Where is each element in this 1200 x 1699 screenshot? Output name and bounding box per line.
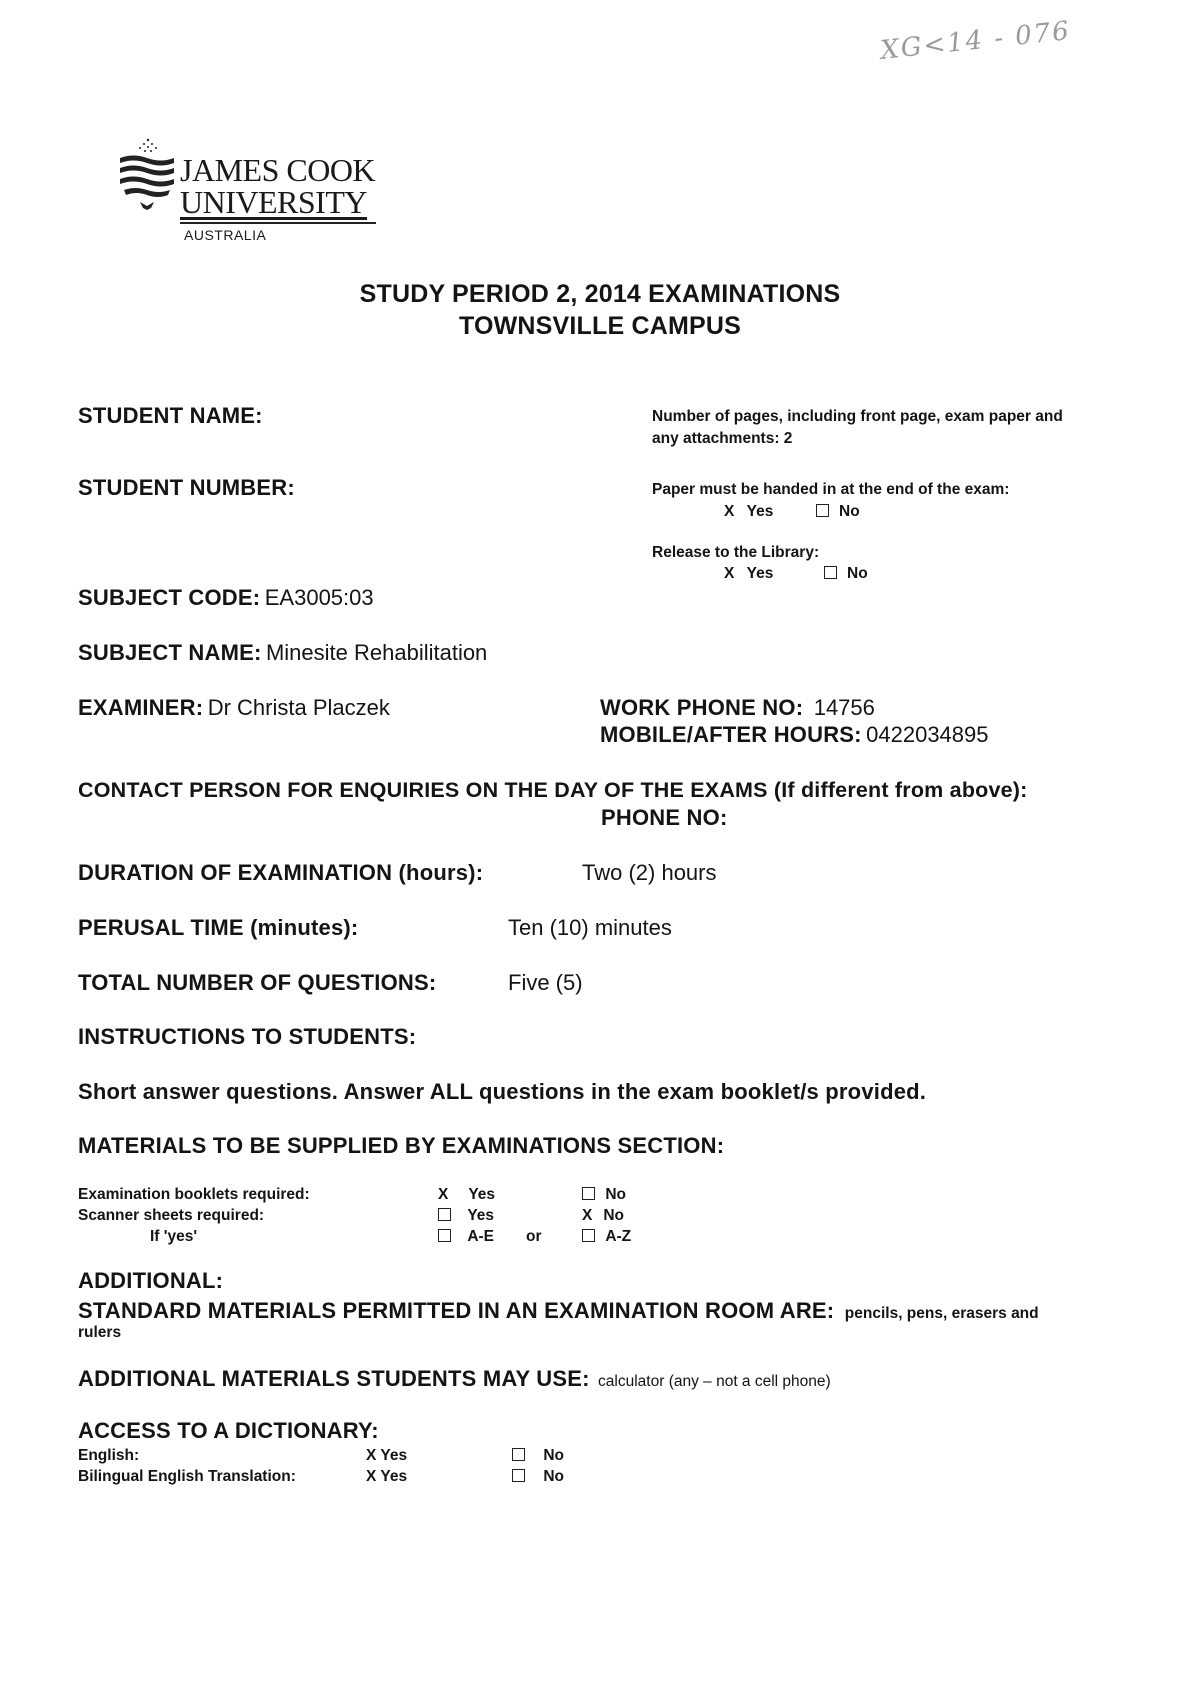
jcu-logo [118, 136, 398, 246]
checkbox-icon [438, 1229, 451, 1242]
students-materials-value: calculator (any – not a cell phone) [598, 1373, 831, 1390]
dictionary-row-no [512, 1447, 564, 1465]
mobile-value: 0422034895 [866, 722, 989, 747]
pages-note-line-1: Number of pages, including front page, exam paper and [652, 408, 1063, 425]
work-phone-row [600, 695, 875, 721]
questions-value: Five (5) [508, 970, 583, 995]
library-label: Release to the Library: [652, 544, 820, 561]
dictionary-row-label: Bilingual English Translation: [78, 1468, 296, 1485]
materials-row-opt2 [582, 1207, 624, 1225]
checkbox-icon [438, 1208, 451, 1221]
logo-rule [180, 222, 376, 224]
subject-name-label: SUBJECT NAME: [78, 640, 262, 665]
library-options [724, 565, 868, 583]
library-no: No [847, 565, 868, 582]
standard-materials-row [78, 1298, 1039, 1324]
examiner-row [78, 695, 390, 721]
materials-row-opt1 [438, 1207, 494, 1225]
materials-row-label: Examination booklets required: [78, 1186, 310, 1203]
logo-line-1: JAMES COOK [180, 152, 376, 188]
duration-value: Two (2) hours [582, 860, 717, 885]
dictionary-label: ACCESS TO A DICTIONARY: [78, 1418, 379, 1443]
materials-row-label: Scanner sheets required: [78, 1207, 265, 1224]
instructions-text: Short answer questions. Answer ALL questions in the exam booklet/s provided. [78, 1079, 927, 1104]
handed-in-yes: Yes [746, 503, 774, 520]
logo-country: AUSTRALIA [184, 227, 267, 243]
checkbox-icon [582, 1229, 595, 1242]
materials-row-opt2-label: No [605, 1186, 626, 1203]
dictionary-row-label: English: [78, 1447, 140, 1464]
dictionary-row-no-label: No [543, 1447, 564, 1464]
additional-label: ADDITIONAL: [78, 1268, 224, 1293]
checkbox-icon [512, 1469, 525, 1482]
page-title-line-1: STUDY PERIOD 2, 2014 EXAMINATIONS [359, 280, 841, 308]
logo-wordmark [180, 154, 375, 218]
materials-row-mid: or [526, 1228, 542, 1245]
duration-label: DURATION OF EXAMINATION (hours): [78, 860, 484, 885]
standard-materials-value: pencils, pens, erasers and [844, 1305, 1039, 1322]
students-materials-row [78, 1366, 831, 1392]
student-name-label: STUDENT NAME: [78, 403, 263, 428]
handed-in-yes-mark: X [724, 503, 735, 520]
questions-label: TOTAL NUMBER OF QUESTIONS: [78, 970, 437, 995]
checkbox-icon [512, 1448, 525, 1461]
materials-row-opt1-label: Yes [468, 1186, 496, 1203]
dictionary-row-yes: X Yes [366, 1447, 408, 1464]
materials-row-label: If 'yes' [150, 1228, 198, 1245]
materials-row-mark1: X [438, 1186, 449, 1203]
jcu-emblem-icon [118, 136, 176, 222]
perusal-label: PERUSAL TIME (minutes): [78, 915, 359, 940]
materials-row-opt2 [582, 1228, 631, 1246]
mobile-row [600, 722, 989, 748]
logo-line-2: UNIVERSITY [180, 184, 367, 220]
perusal-value: Ten (10) minutes [508, 915, 672, 940]
dictionary-row-yes: X Yes [366, 1468, 408, 1485]
materials-row-opt1 [438, 1186, 495, 1204]
page-title-line-2: TOWNSVILLE CAMPUS [458, 312, 742, 340]
materials-row-mark2: X [582, 1207, 593, 1224]
instructions-label: INSTRUCTIONS TO STUDENTS: [78, 1024, 417, 1049]
work-phone-value: 14756 [813, 695, 875, 720]
library-yes: Yes [746, 565, 774, 582]
subject-code-value: EA3005:03 [264, 585, 374, 610]
examiner-label: EXAMINER: [78, 695, 204, 720]
subject-code-row [78, 585, 374, 611]
examiner-value: Dr Christa Placzek [207, 695, 390, 720]
subject-name-row [78, 640, 487, 666]
pages-note-line-2: any attachments: 2 [652, 430, 793, 447]
materials-row-opt2-label: A-Z [605, 1228, 632, 1245]
handwritten-annotation: XG<14 - 076 [878, 16, 1073, 66]
students-materials-label: ADDITIONAL MATERIALS STUDENTS MAY USE: [78, 1366, 590, 1391]
materials-row-opt1 [438, 1228, 494, 1246]
contact-label: CONTACT PERSON FOR ENQUIRIES ON THE DAY OF THE EXAMS (If different from above): [78, 778, 1028, 802]
dictionary-row-no-label: No [543, 1468, 564, 1485]
materials-row-opt1-label: Yes [467, 1207, 495, 1224]
contact-phone-label: PHONE NO: [601, 805, 728, 830]
library-yes-mark: X [724, 565, 735, 582]
materials-row-opt2 [582, 1186, 626, 1204]
checkbox-icon [816, 504, 829, 517]
handed-in-options [724, 503, 860, 521]
student-number-label: STUDENT NUMBER: [78, 475, 295, 500]
checkbox-icon [582, 1187, 595, 1200]
standard-materials-label: STANDARD MATERIALS PERMITTED IN AN EXAMINATION ROOM ARE: [78, 1298, 835, 1323]
dictionary-row-no [512, 1468, 564, 1486]
handed-in-no: No [839, 503, 860, 520]
checkbox-icon [824, 566, 837, 579]
subject-name-value: Minesite Rehabilitation [265, 640, 488, 665]
work-phone-label: WORK PHONE NO: [600, 695, 804, 720]
mobile-label: MOBILE/AFTER HOURS: [600, 722, 862, 747]
handed-in-label: Paper must be handed in at the end of the exam: [652, 481, 1010, 498]
materials-row-opt2-label: No [603, 1207, 624, 1224]
subject-code-label: SUBJECT CODE: [78, 585, 261, 610]
materials-row-opt1-label: A-E [467, 1228, 495, 1245]
materials-label: MATERIALS TO BE SUPPLIED BY EXAMINATIONS SECTION: [78, 1133, 725, 1158]
standard-materials-value-2: rulers [78, 1324, 122, 1341]
